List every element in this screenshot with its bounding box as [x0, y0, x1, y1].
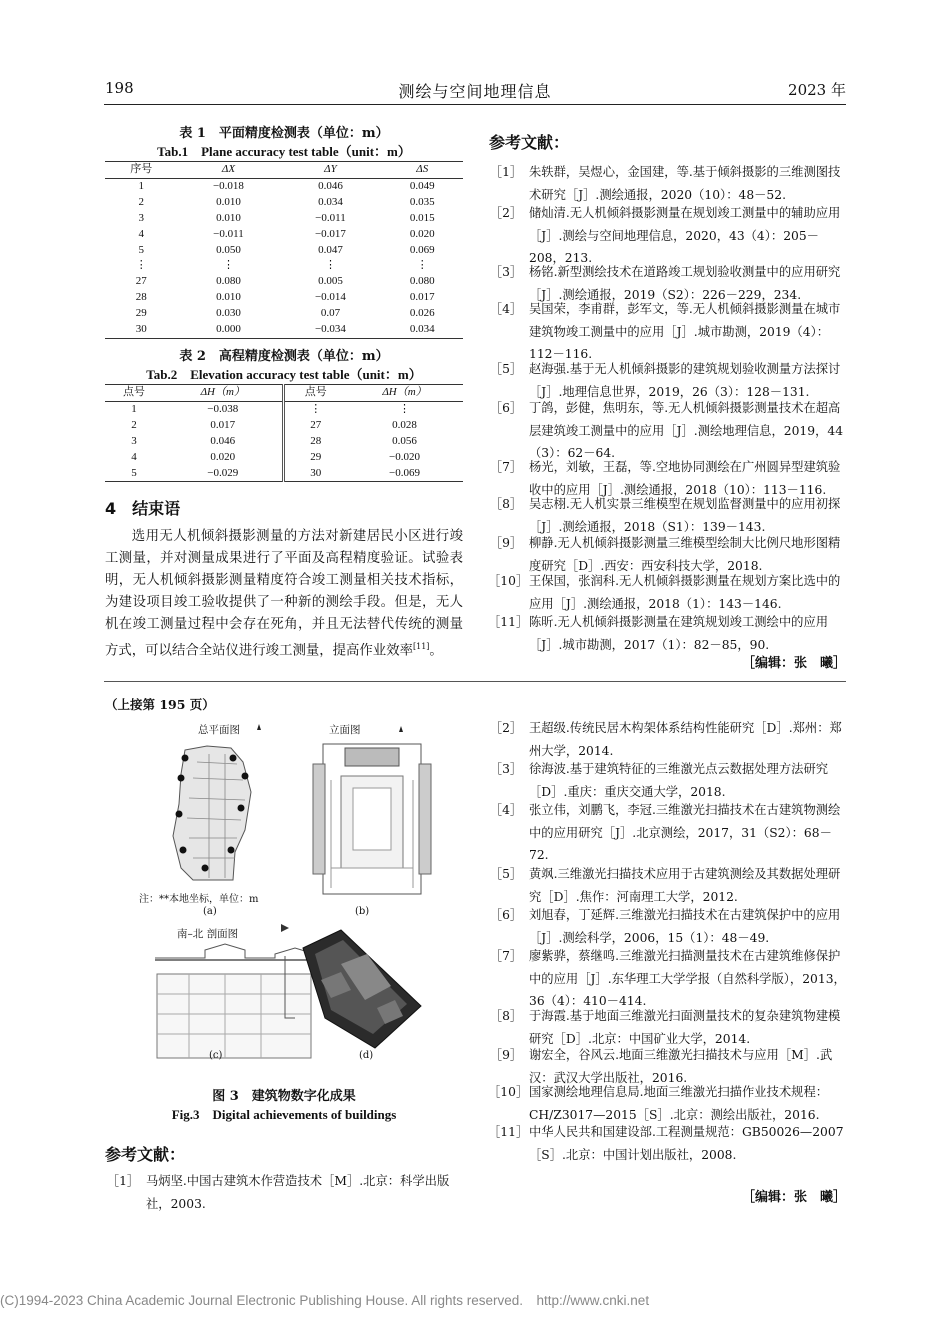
reference-text: 黄飒.三维激光扫描技术应用于古建筑测绘及其数据处理研究［D］.焦作：河南理工大学，2012. [529, 867, 841, 904]
table2-title-en: Tab.2 Elevation accuracy test table（unit：m） [146, 367, 422, 382]
reference-text: 王保国，张润科.无人机倾斜摄影测量在规划方案比选中的应用［J］.测绘通报，2018（1）：143－146. [529, 574, 841, 611]
table-cell: 0.080 [409, 275, 435, 288]
table-row [105, 195, 463, 211]
table-cell: 3 [131, 434, 137, 447]
table-cell: ⋮ [222, 259, 234, 272]
fig-note: 注：**本地坐标，单位：m [139, 894, 259, 905]
model-3d-drawing [303, 930, 421, 1048]
table-header-cell: ΔH（m） [163, 385, 284, 402]
reference-number: ［10］ [488, 1085, 529, 1099]
reference-number: ［11］ [488, 615, 529, 629]
reference-text: 柳静.无人机倾斜摄影测量三维模型绘制大比例尺地形图精度研究［D］.西安：西安科技大学，2018. [529, 536, 841, 573]
table-cell: −0.069 [346, 466, 463, 482]
journal-title: 测绘与空间地理信息 [398, 82, 552, 101]
table-row [105, 434, 463, 450]
table-cell: 0.049 [409, 179, 435, 192]
site-plan-drawing [173, 724, 261, 880]
reference-text: 廖紫骅，蔡继鸣.三维激光扫描测量技术在古建筑维修保护中的应用［J］.东华理工大学学报（自然科学版），2013，36（4）：410－414. [529, 949, 846, 1009]
continued-note: （上接第 195 页） [105, 697, 215, 712]
table-row [105, 227, 463, 243]
reference-text: 王超级.传统民居木构架体系结构性能研究［D］.郑州：郑州大学，2014. [529, 721, 842, 758]
refs-bottom-heading: 参考文献： [105, 1145, 186, 1164]
reference-text: 朱轶群，吴煜心，金国建，等.基于倾斜摄影的三维测图技术研究［J］.测绘通报，2020（10）：48－52. [529, 165, 841, 202]
reference-text: 赵海强.基于无人机倾斜摄影的建筑规划验收测量方法探讨［J］.地理信息世界，2019，26（3）：128－131. [529, 362, 841, 399]
table-header-cell: 序号 [105, 162, 177, 179]
table-cell: −0.011 [315, 211, 346, 224]
reference-text: 国家测绘地理信息局.地面三维激光扫描作业技术规程：CH/Z3017—2015［S］.北京：测绘出版社，2016. [529, 1085, 829, 1122]
table-row [105, 274, 463, 290]
table-cell: 0.026 [409, 307, 435, 320]
section4-heading: 4 结束语 [105, 499, 181, 518]
copyright-footer: (C)1994-2023 China Academic Journal Electronic Publishing House. All rights reserved. http://www.cnki.net [0, 1293, 650, 1308]
table-cell: 5 [105, 466, 163, 482]
section-divider [104, 681, 846, 682]
issue-year: 2023 年 [788, 81, 846, 99]
fig-label-c: 南–北 剖面图 [177, 928, 239, 940]
table2-title-cn: 表 2 高程精度检测表（单位：m） [179, 349, 389, 364]
table-cell: ⋮ [398, 402, 410, 415]
table-cell: −0.018 [212, 179, 244, 192]
fig-sub-a: (a) [203, 906, 217, 917]
refs-top-heading: 参考文献： [489, 133, 570, 152]
table-cell: −0.014 [314, 291, 346, 304]
fig3-caption-cn: 图 3 建筑物数字化成果 [212, 1089, 356, 1104]
reference-number: ［4］ [489, 803, 523, 817]
fig-sub-b: (b) [355, 906, 370, 917]
fig-label-a: 总平面图 [198, 724, 240, 736]
table-row [105, 450, 463, 466]
reference-text: 张立伟，刘鹏飞，李冠.三维激光扫描技术在古建筑物测绘中的应用研究［J］.北京测绘，2017，31（S2）：68－72. [529, 803, 841, 863]
table-cell: 0.035 [409, 195, 435, 208]
table-row [105, 306, 463, 322]
table-cell: 5 [138, 243, 144, 256]
reference-text: 谢宏全，谷风云.地面三维激光扫描技术与应用［M］.武汉：武汉大学出版社，2016. [529, 1048, 833, 1085]
table-cell: 0.069 [409, 243, 435, 256]
table-cell: 0.080 [216, 275, 241, 288]
refs-bottom-editor: ［编辑：张 曦］ [741, 1190, 846, 1205]
reference-text: 徐海波.基于建筑特征的三维激光点云数据处理方法研究［D］.重庆：重庆交通大学，2018. [529, 762, 829, 799]
table2 [105, 384, 463, 482]
reference-number: ［9］ [489, 536, 523, 550]
reference-number: ［2］ [489, 206, 523, 220]
table-cell: −0.020 [389, 450, 420, 463]
table-cell: 0.020 [409, 227, 435, 240]
table-row [105, 211, 463, 227]
table-row [105, 401, 463, 417]
table-cell: −0.029 [163, 466, 284, 482]
reference-number: ［5］ [489, 867, 523, 881]
table-cell: 1 [138, 179, 144, 192]
table-cell: −0.038 [207, 402, 239, 415]
table-cell: −0.011 [213, 227, 244, 240]
table-row [105, 290, 463, 306]
section4-end: 。 [429, 643, 443, 659]
reference-number: ［3］ [489, 265, 523, 279]
reference-text: 丁鸽，彭健，焦明东，等.无人机倾斜摄影测量技术在超高层建筑竣工测量中的应用［J］.测绘地理信息，2019，44（3）：62－64. [529, 401, 844, 461]
table-cell: 0.015 [409, 211, 435, 224]
reference-number: ［4］ [489, 302, 523, 316]
table-cell: 0.07 [320, 307, 341, 320]
fig-sub-d: (d) [359, 1050, 374, 1061]
table-cell: 0.034 [318, 195, 343, 208]
table-cell: 2 [138, 195, 144, 208]
table-cell: 2 [131, 418, 137, 431]
table-cell: −0.034 [279, 322, 381, 338]
section4-citation: [11] [412, 642, 430, 651]
table-cell: ⋮ [135, 259, 147, 272]
reference-text: 储灿清.无人机倾斜摄影测量在规划竣工测量中的辅助应用［J］.测绘与空间地理信息，2020，43（4）：205－208，213. [529, 206, 841, 266]
table-cell: 30 [105, 322, 177, 338]
table-cell: ⋮ [324, 259, 336, 272]
table-cell: 0.034 [381, 322, 463, 338]
table-cell: 27 [135, 275, 147, 288]
table-cell: 0.017 [210, 418, 236, 431]
table-header-cell: ΔS [381, 162, 463, 179]
table-cell: 0.017 [409, 291, 435, 304]
table1-title-cn: 表 1 平面精度检测表（单位：m） [179, 126, 389, 141]
table-cell: 30 [284, 466, 346, 482]
table-cell: ⋮ [416, 259, 428, 272]
figure3 [139, 718, 435, 1063]
table-cell: 0.056 [392, 434, 417, 447]
reference-number: ［1］ [489, 165, 523, 179]
table-header-cell: ΔH（m） [346, 385, 463, 402]
table-header-cell: ΔX [177, 162, 279, 179]
refs-top-editor: ［编辑：张 曦］ [741, 656, 846, 671]
table-cell: 0.047 [318, 243, 343, 256]
table1 [105, 161, 463, 339]
reference-number: ［10］ [488, 574, 529, 588]
reference-number: ［5］ [489, 362, 523, 376]
table-cell: ⋮ [284, 401, 346, 417]
reference-number: ［1］ [106, 1174, 140, 1188]
table-header-cell: ΔY [279, 162, 381, 179]
reference-number: ［9］ [489, 1048, 523, 1062]
table-cell: 0.010 [216, 195, 241, 208]
table-header-cell: 点号 [284, 385, 346, 402]
reference-number: ［7］ [489, 460, 523, 474]
reference-text: 马炳坚.中国古建筑木作营造技术［M］.北京：科学出版社，2003. [146, 1174, 450, 1211]
header-rule [104, 104, 846, 105]
table-cell: 4 [131, 450, 137, 463]
reference-text: 刘旭春，丁延辉.三维激光扫描技术在古建筑保护中的应用［J］.测绘科学，2006，15（1）：48－49. [529, 908, 841, 945]
reference-text: 于海霞.基于地面三维激光扫面测量技术的复杂建筑物建模研究［D］.北京：中国矿业大学，2014. [529, 1009, 841, 1046]
table-cell: 29 [284, 450, 346, 466]
elevation-drawing [313, 726, 431, 894]
reference-text: 杨光，刘敏，王磊，等.空地协同测绘在广州圆异型建筑验收中的应用［J］.测绘通报，2018（10）：113－116. [529, 460, 841, 497]
reference-number: ［8］ [489, 1009, 523, 1023]
reference-text: 陈昕.无人机倾斜摄影测量在建筑规划竣工测绘中的应用［J］.城市勘测，2017（1）：82－85，90. [529, 615, 829, 652]
table-cell: 28 [284, 434, 346, 450]
reference-number: ［2］ [489, 721, 523, 735]
fig-sub-c: (c) [209, 1050, 223, 1061]
table-cell: 0.046 [210, 434, 236, 447]
table-cell: −0.017 [314, 227, 346, 240]
table-cell: 4 [138, 227, 144, 240]
reference-number: ［6］ [489, 401, 523, 415]
table-row [105, 322, 463, 338]
table-row [105, 466, 463, 482]
table-cell: 3 [138, 211, 144, 224]
table-cell: 1 [131, 402, 137, 415]
reference-number: ［3］ [489, 762, 523, 776]
table-cell: 0.000 [177, 322, 279, 338]
section4-body [105, 526, 463, 662]
table-cell: 0.010 [216, 291, 241, 304]
table-cell: 0.028 [392, 418, 417, 431]
table-cell: 0.046 [318, 179, 343, 192]
fig-label-b: 立面图 [329, 724, 361, 736]
section4-text: 选用无人机倾斜摄影测量的方法对新建居民小区进行竣工测量，并对测量成果进行了平面及高程精度验证。试验表明，无人机倾斜摄影测量精度符合竣工测量相关技术指标，为建设项目竣工验收提供了一种新的测绘手段。但是，无人机在竣工测量过程中会存在死角，并且无法替代传统的测量方式，可以结合全站仪进行竣工测量，提高作业效率 [105, 529, 463, 659]
table-cell: 0.050 [216, 243, 241, 256]
page-number: 198 [105, 79, 134, 97]
reference-text: 杨铭.新型测绘技术在道路竣工规划验收测量中的应用研究［J］.测绘通报，2019（S2）：226－229，234. [529, 265, 841, 302]
table-cell: 29 [135, 307, 147, 320]
reference-text: 中华人民共和国建设部.工程测量规范：GB50026—2007［S］.北京：中国计划出版社，2008. [529, 1125, 844, 1162]
table-row [105, 243, 463, 259]
fig3-caption-en: Fig.3 Digital achievements of buildings [171, 1107, 397, 1122]
table-row [105, 178, 463, 194]
reference-number: ［7］ [489, 949, 523, 963]
reference-number: ［11］ [488, 1125, 529, 1139]
table-cell: 0.020 [210, 450, 236, 463]
table1-title-en: Tab.1 Plane accuracy test table（unit：m） [157, 144, 411, 159]
table-row [105, 258, 463, 274]
table-cell: 0.010 [216, 211, 241, 224]
table-cell: 28 [135, 291, 147, 304]
table-row [105, 418, 463, 434]
reference-text: 吴国荣，李甫群，彭军文，等.无人机倾斜摄影测量在城市建筑物竣工测量中的应用［J］.城市勘测，2019（4）：112－116. [529, 302, 841, 362]
table-cell: 0.030 [216, 307, 241, 320]
table-cell: 27 [284, 418, 346, 434]
reference-number: ［8］ [489, 497, 523, 511]
table-header-cell: 点号 [105, 385, 163, 402]
section-drawing [155, 924, 315, 1058]
reference-text: 吴志栩.无人机实景三维模型在规划监督测量中的应用初探［J］.测绘通报，2018（S1）：139－143. [529, 497, 841, 534]
reference-number: ［6］ [489, 908, 523, 922]
table-cell: 0.005 [318, 275, 343, 288]
